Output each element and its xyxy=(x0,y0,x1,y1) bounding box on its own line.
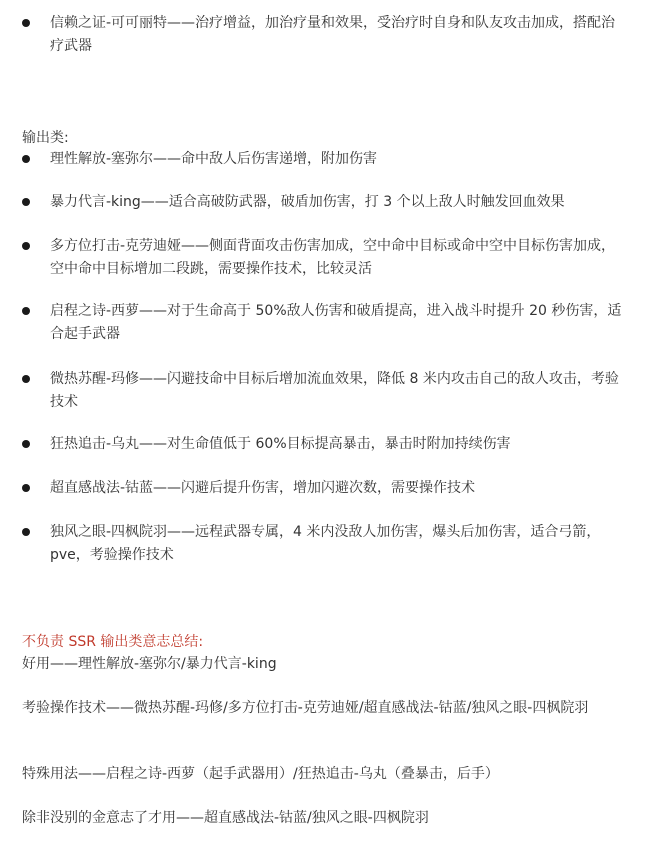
bullet-icon xyxy=(22,19,30,27)
list-item xyxy=(22,368,622,414)
bullet-icon xyxy=(22,155,30,163)
list-item-text: 信赖之证-可可丽特——治疗增益，加治疗量和效果，受治疗时自身和队友攻击加成，搭配治疗武器 xyxy=(50,15,616,54)
summary-line: 除非没别的金意志了才用——超直感战法-钴蓝/独风之眼-四枫院羽 xyxy=(22,810,429,826)
summary-line: 考验操作技术——微热苏醒-玛修/多方位打击-克劳迪娅/超直感战法-钴蓝/独风之眼-四枫院羽 xyxy=(22,700,589,716)
list-item xyxy=(22,477,622,500)
list-item xyxy=(22,148,622,171)
bullet-icon xyxy=(22,484,30,492)
section-heading: 输出类: xyxy=(22,130,69,146)
bullet-icon xyxy=(22,528,30,536)
bullet-icon xyxy=(22,375,30,383)
summary-line: 好用——理性解放-塞弥尔/暴力代言-king xyxy=(22,656,277,672)
list-item xyxy=(22,191,622,214)
summary-heading: 不负责 SSR 输出类意志总结: xyxy=(22,634,204,650)
list-item-text: 暴力代言-king——适合高破防武器，破盾加伤害，打 3 个以上敌人时触发回血效果 xyxy=(50,194,565,210)
list-item-text: 多方位打击-克劳迪娅——侧面背面攻击伤害加成，空中命中目标或命中空中目标伤害加成，空中命中目标增加二段跳，需要操作技术，比较灵活 xyxy=(50,238,616,277)
list-item xyxy=(22,12,622,58)
list-item xyxy=(22,235,622,281)
list-item xyxy=(22,521,622,567)
list-item xyxy=(22,433,622,456)
list-item-text: 微热苏醒-玛修——闪避技命中目标后增加流血效果，降低 8 米内攻击自己的敌人攻击，考验技术 xyxy=(50,371,619,410)
list-item xyxy=(22,300,622,346)
bullet-icon xyxy=(22,242,30,250)
summary-line: 特殊用法——启程之诗-西萝（起手武器用）/狂热追击-乌丸（叠暴击，后手） xyxy=(22,766,499,782)
list-item-text: 理性解放-塞弥尔——命中敌人后伤害递增，附加伤害 xyxy=(50,151,378,167)
list-item-text: 狂热追击-乌丸——对生命值低于 60%目标提高暴击，暴击时附加持续伤害 xyxy=(50,436,511,452)
bullet-icon xyxy=(22,307,30,315)
list-item-text: 独风之眼-四枫院羽——远程武器专属，4 米内没敌人加伤害，爆头后加伤害，适合弓箭，pve，考验操作技术 xyxy=(50,524,601,563)
list-item-text: 启程之诗-西萝——对于生命高于 50%敌人伤害和破盾提高，进入战斗时提升 20 秒伤害，适合起手武器 xyxy=(50,303,622,342)
bullet-icon xyxy=(22,440,30,448)
list-item-text: 超直感战法-钴蓝——闪避后提升伤害，增加闪避次数，需要操作技术 xyxy=(50,480,476,496)
bullet-icon xyxy=(22,198,30,206)
